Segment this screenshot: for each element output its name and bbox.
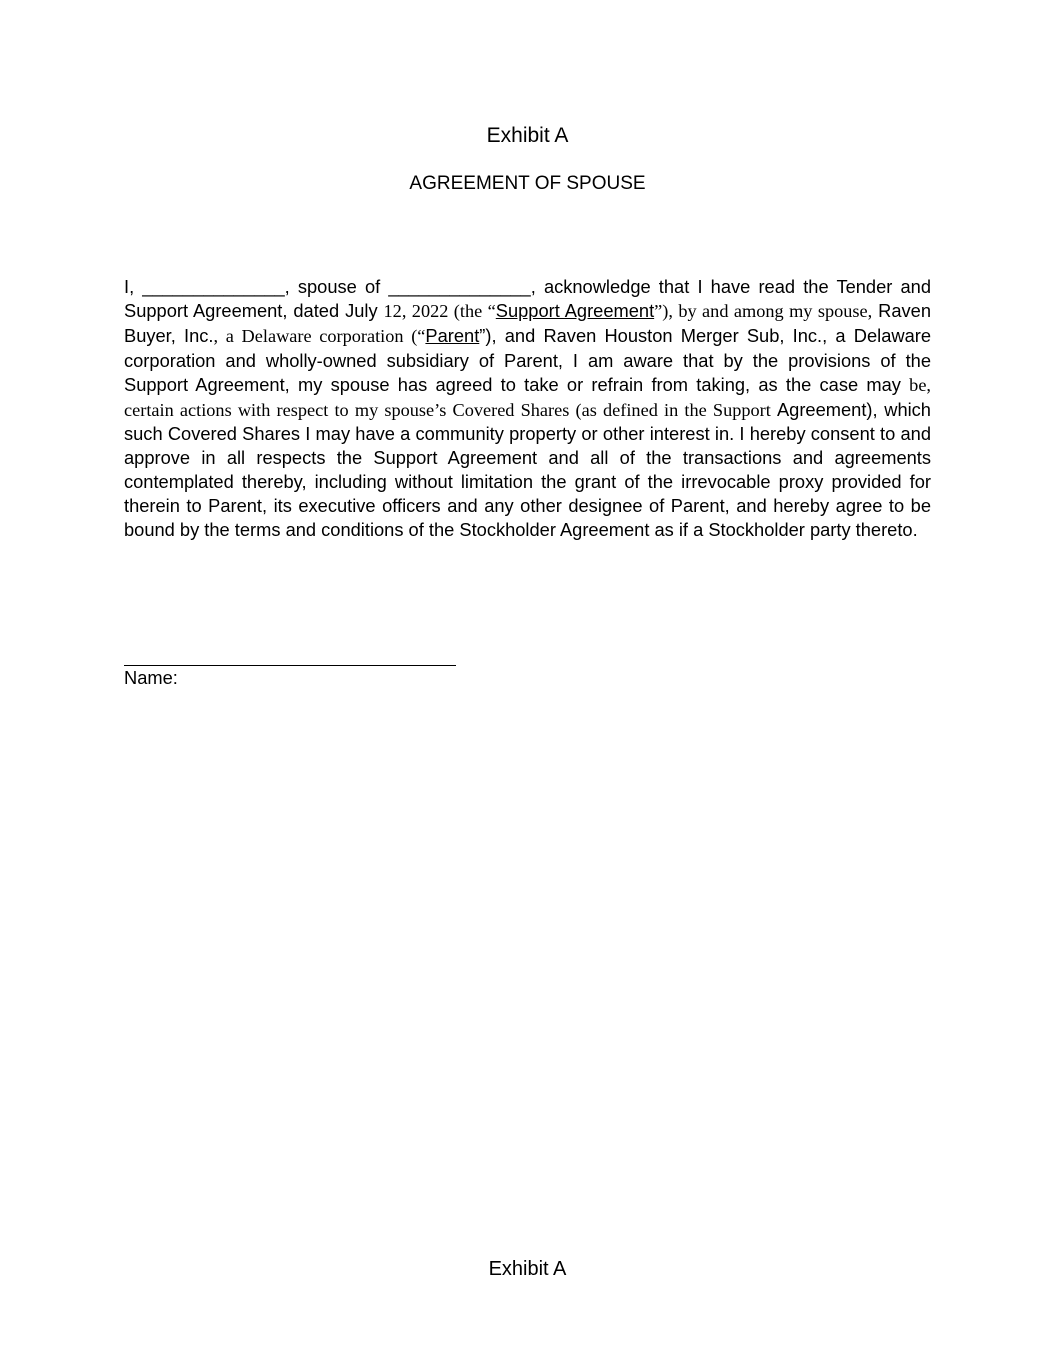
page-footer: Exhibit A (488, 1258, 567, 1280)
defined-term-parent: Parent (425, 324, 480, 346)
paragraph-text: I, ______________, spouse of ______________, acknowledge that I have read the Tender and Support Agreement, dated July (124, 276, 931, 321)
agreement-paragraph (124, 275, 931, 542)
paragraph-text: Agreement), which such Covered Shares I may have a community property or other interest in. I hereby consent to and approve in all respects the Support Agreement and all of the transactions and agreements contemplated thereby, including without limitation the grant of the irrevocable proxy provided for therein to Parent, its executive officers and any other designee of Parent, and hereby agree to be bound by the terms and conditions of the Stockholder Agreement as if a Stockholder party thereto. (124, 398, 931, 541)
agreement-title: AGREEMENT OF SPOUSE (409, 173, 646, 194)
exhibit-heading: Exhibit A (486, 124, 569, 147)
paragraph-text: 12, 2022 (the “ (383, 300, 496, 321)
paragraph-text: ”), and Raven Houston Merger Sub, Inc., a Delaware corporation and wholly-owned subsidiary of Parent, I am aware that by the provisions of the Support Agreement, my spouse has agreed to take or refrain from taking, as the case may (124, 324, 931, 395)
paragraph-text: be, certain actions with respect to my spouse’s Covered Shares (as defined in the Support (124, 374, 931, 420)
signature-name-label: Name: (124, 667, 178, 688)
defined-term-support-agreement: Support Agreement (495, 299, 655, 321)
paragraph-text: Raven Buyer, Inc. (124, 299, 931, 346)
paragraph-text: , a Delaware corporation (“ (213, 325, 426, 346)
paragraph-text: ”), by and among my spouse, (654, 300, 873, 321)
